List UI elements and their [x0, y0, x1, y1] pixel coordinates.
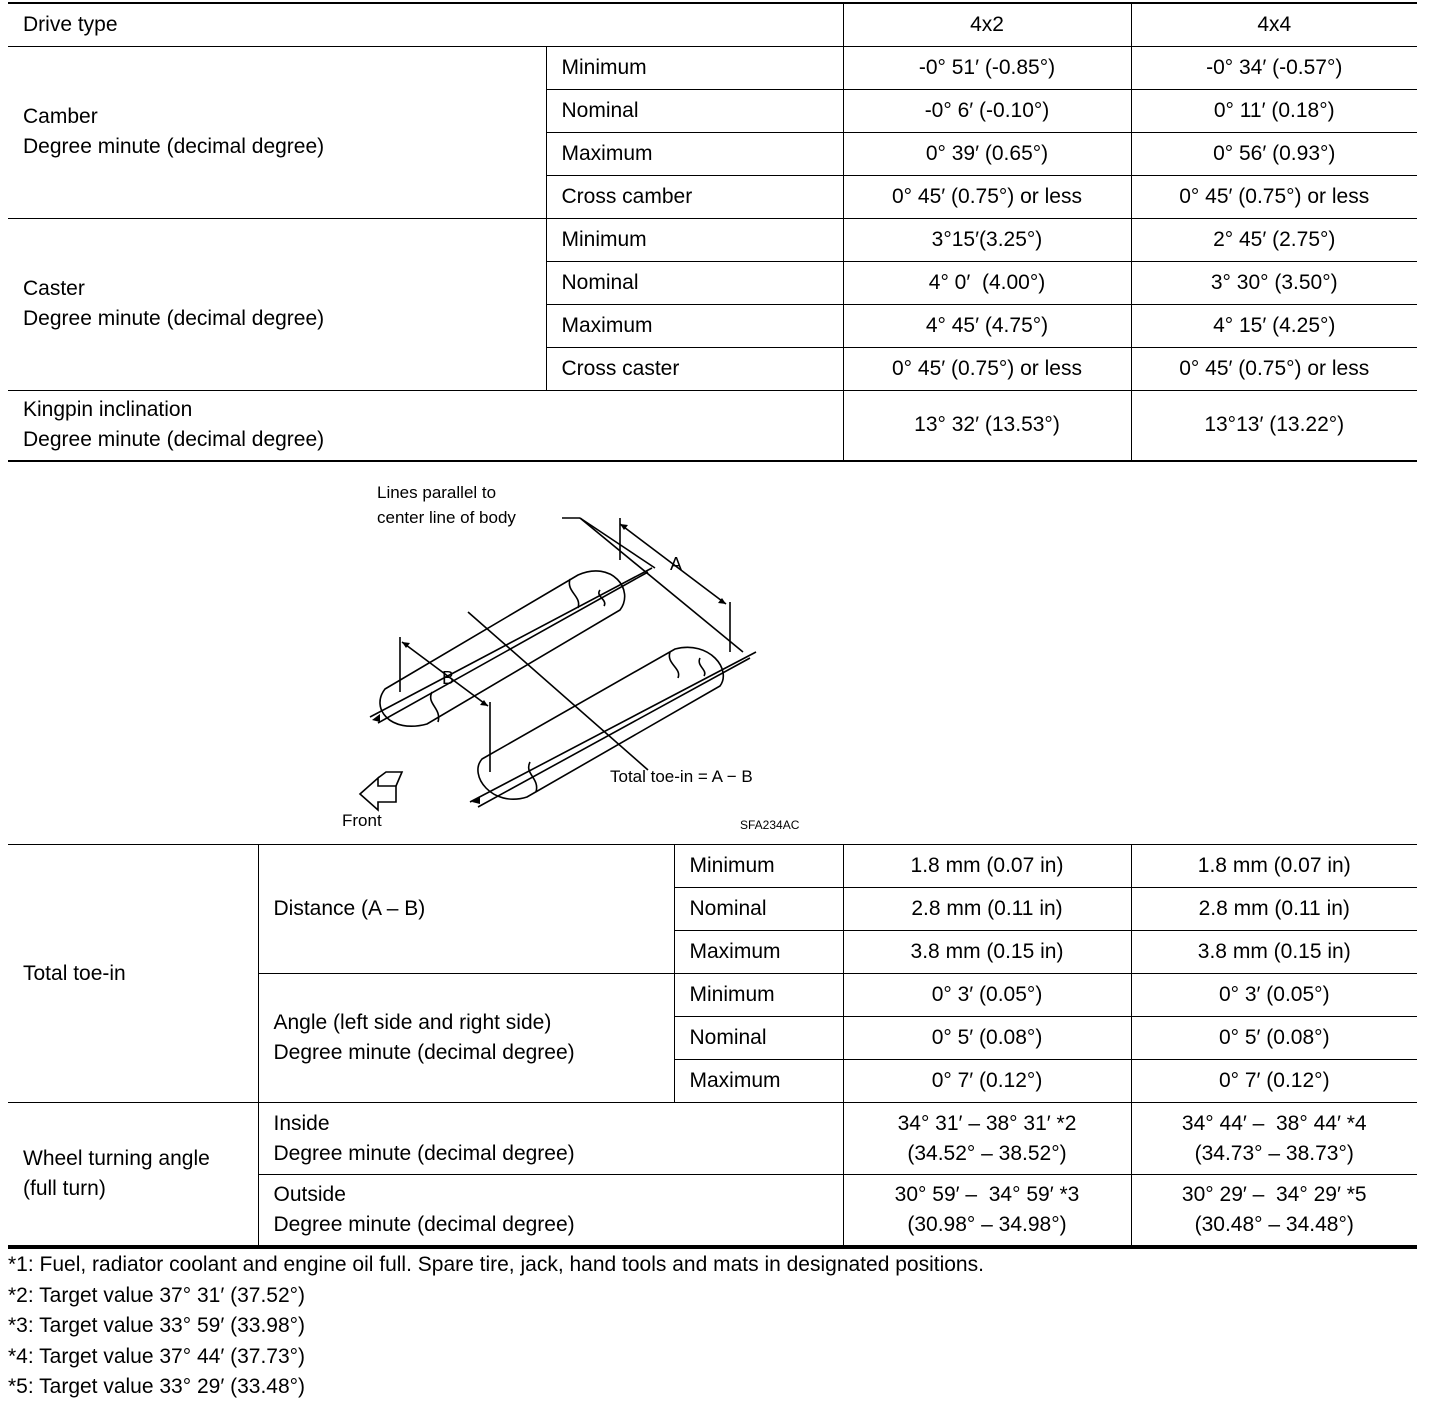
table-row: [8, 845, 1417, 888]
inside-4x4: [1131, 1103, 1417, 1175]
alignment-spec-table: [8, 2, 1417, 462]
value-4x2: 13° 32′ (13.53°): [843, 390, 1131, 461]
footnote: *2: Target value 37° 31′ (37.52°): [8, 1283, 306, 1307]
footnote: *3: Target value 33° 59′ (33.98°): [8, 1314, 306, 1337]
inside-label: [258, 1103, 843, 1175]
table-row: [8, 1103, 1417, 1175]
row-name: Maximum: [674, 931, 843, 974]
inside-4x2-dec: (34.52° – 38.52°): [907, 1141, 1067, 1165]
row-name: Minimum: [546, 46, 843, 89]
outside-4x4-dec: (30.48° – 34.48°): [1194, 1212, 1354, 1236]
value-4x4: 2° 45′ (2.75°): [1131, 218, 1417, 261]
value-4x4: 0° 7′ (0.12°): [1131, 1060, 1417, 1103]
angle-unit: Degree minute (decimal degree): [273, 1041, 575, 1064]
turning-label: [8, 1103, 258, 1247]
row-name: Minimum: [674, 974, 843, 1017]
value-4x4: 13°13′ (13.22°): [1131, 390, 1417, 461]
tread-mark: [569, 579, 604, 608]
toe-leader: [468, 612, 648, 770]
table-header-row: [8, 3, 1417, 46]
leader-line: [580, 518, 743, 652]
header-4x2: 4x2: [843, 3, 1131, 46]
row-name: Nominal: [674, 888, 843, 931]
inside-4x4-dec: (34.73° – 38.73°): [1194, 1141, 1354, 1165]
front-arrow-icon: [378, 772, 402, 786]
diagram-text: [342, 483, 800, 832]
inside-4x2: [843, 1103, 1131, 1175]
angle-label: [258, 974, 674, 1103]
outside-title: Outside: [273, 1182, 346, 1206]
row-name: Maximum: [546, 132, 843, 175]
dim-b-label: B: [442, 668, 455, 688]
value-4x2: 2.8 mm (0.11 in): [843, 888, 1131, 931]
toe-label: Total toe-in: [8, 845, 258, 1103]
value-4x2: 0° 3′ (0.05°): [843, 974, 1131, 1017]
lines-parallel-label: Lines parallel to: [377, 483, 497, 502]
leader-line: [580, 518, 655, 568]
caster-unit: Degree minute (decimal degree): [23, 307, 325, 330]
value-4x4: 0° 45′ (0.75°) or less: [1131, 175, 1417, 218]
value-4x4: 3° 30° (3.50°): [1131, 261, 1417, 304]
dim-a-label: A: [670, 554, 683, 574]
value-4x2: 0° 45′ (0.75°) or less: [843, 347, 1131, 390]
turning-note: (full turn): [23, 1176, 106, 1200]
toe-turning-spec-table: [8, 844, 1417, 1249]
footnotes: [8, 1250, 1428, 1403]
toe-formula-label: Total toe-in = A − B: [610, 767, 753, 786]
centerline-label: center line of body: [377, 508, 516, 527]
tread-mark: [669, 652, 704, 678]
value-4x2: 1.8 mm (0.07 in): [843, 845, 1131, 888]
outside-unit: Degree minute (decimal degree): [273, 1212, 575, 1236]
row-name: Cross camber: [546, 175, 843, 218]
value-4x4: 2.8 mm (0.11 in): [1131, 888, 1417, 931]
value-4x2: 0° 5′ (0.08°): [843, 1017, 1131, 1060]
row-name: Nominal: [546, 89, 843, 132]
kingpin-title: Kingpin inclination: [23, 398, 193, 422]
angle-title: Angle (left side and right side): [273, 1011, 552, 1034]
value-4x2: 4° 45′ (4.75°): [843, 304, 1131, 347]
value-4x2: 3.8 mm (0.15 in): [843, 931, 1131, 974]
value-4x4: 0° 45′ (0.75°) or less: [1131, 347, 1417, 390]
caster-title: Caster: [23, 277, 85, 300]
front-label: Front: [342, 811, 382, 830]
header-4x4: 4x4: [1131, 3, 1417, 46]
front-arrow-icon: [360, 778, 396, 810]
footnote: *1: Fuel, radiator coolant and engine oil full. Spare tire, jack, hand tools and mats in designated positions.: [8, 1253, 984, 1276]
row-name: Minimum: [546, 218, 843, 261]
row-name: Cross caster: [546, 347, 843, 390]
outside-4x4: [1131, 1175, 1417, 1247]
value-4x2: -0° 51′ (-0.85°): [843, 46, 1131, 89]
row-name: Nominal: [546, 261, 843, 304]
value-4x2: 0° 45′ (0.75°) or less: [843, 175, 1131, 218]
value-4x2: 0° 7′ (0.12°): [843, 1060, 1131, 1103]
left-wheel-line: [370, 568, 652, 717]
table-row: [8, 218, 1417, 261]
left-body-line: [378, 572, 648, 723]
value-4x4: 3.8 mm (0.15 in): [1131, 931, 1417, 974]
value-4x4: 0° 5′ (0.08°): [1131, 1017, 1417, 1060]
value-4x2: 3°15′(3.25°): [843, 218, 1131, 261]
figure-code: SFA234AC: [740, 818, 800, 832]
footnote: *5: Target value 33° 29′ (33.48°): [8, 1375, 306, 1398]
value-4x2: -0° 6′ (-0.10°): [843, 89, 1131, 132]
outside-4x4-deg: 30° 29′ – 34° 29′ *5: [1181, 1182, 1367, 1206]
outside-4x2-dec: (30.98° – 34.98°): [907, 1212, 1067, 1236]
inside-unit: Degree minute (decimal degree): [273, 1141, 575, 1165]
kingpin-label: [8, 390, 843, 461]
camber-unit: Degree minute (decimal degree): [23, 135, 325, 158]
inside-4x2-deg: 34° 31′ – 38° 31′ *2: [897, 1111, 1077, 1135]
inside-4x4-deg: 34° 44′ – 38° 44′ *4: [1181, 1111, 1367, 1135]
left-tire-shape: [380, 571, 625, 726]
camber-label: [8, 46, 546, 218]
row-name: Maximum: [546, 304, 843, 347]
value-4x4: 1.8 mm (0.07 in): [1131, 845, 1417, 888]
row-name: Maximum: [674, 1060, 843, 1103]
outside-4x2: [843, 1175, 1131, 1247]
row-name: Minimum: [674, 845, 843, 888]
camber-title: Camber: [23, 105, 98, 128]
kingpin-unit: Degree minute (decimal degree): [23, 428, 325, 452]
turning-title: Wheel turning angle: [23, 1146, 210, 1170]
table-row: [8, 46, 1417, 89]
footnote: *4: Target value 37° 44′ (37.73°): [8, 1344, 306, 1368]
value-4x4: -0° 34′ (-0.57°): [1131, 46, 1417, 89]
outside-4x2-deg: 30° 59′ – 34° 59′ *3: [894, 1182, 1080, 1206]
header-drive-type: Drive type: [8, 3, 843, 46]
value-4x4: 0° 11′ (0.18°): [1131, 89, 1417, 132]
caster-label: [8, 218, 546, 390]
value-4x4: 0° 3′ (0.05°): [1131, 974, 1417, 1017]
value-4x4: 4° 15′ (4.25°): [1131, 304, 1417, 347]
inside-title: Inside: [273, 1111, 330, 1135]
toe-in-diagram: [330, 472, 850, 844]
value-4x4: 0° 56′ (0.93°): [1131, 132, 1417, 175]
row-name: Nominal: [674, 1017, 843, 1060]
table-row: [8, 390, 1417, 461]
value-4x2: 0° 39′ (0.65°): [843, 132, 1131, 175]
distance-label: Distance (A – B): [258, 845, 674, 974]
value-4x2: 4° 0′ (4.00°): [843, 261, 1131, 304]
outside-label: [258, 1175, 843, 1247]
